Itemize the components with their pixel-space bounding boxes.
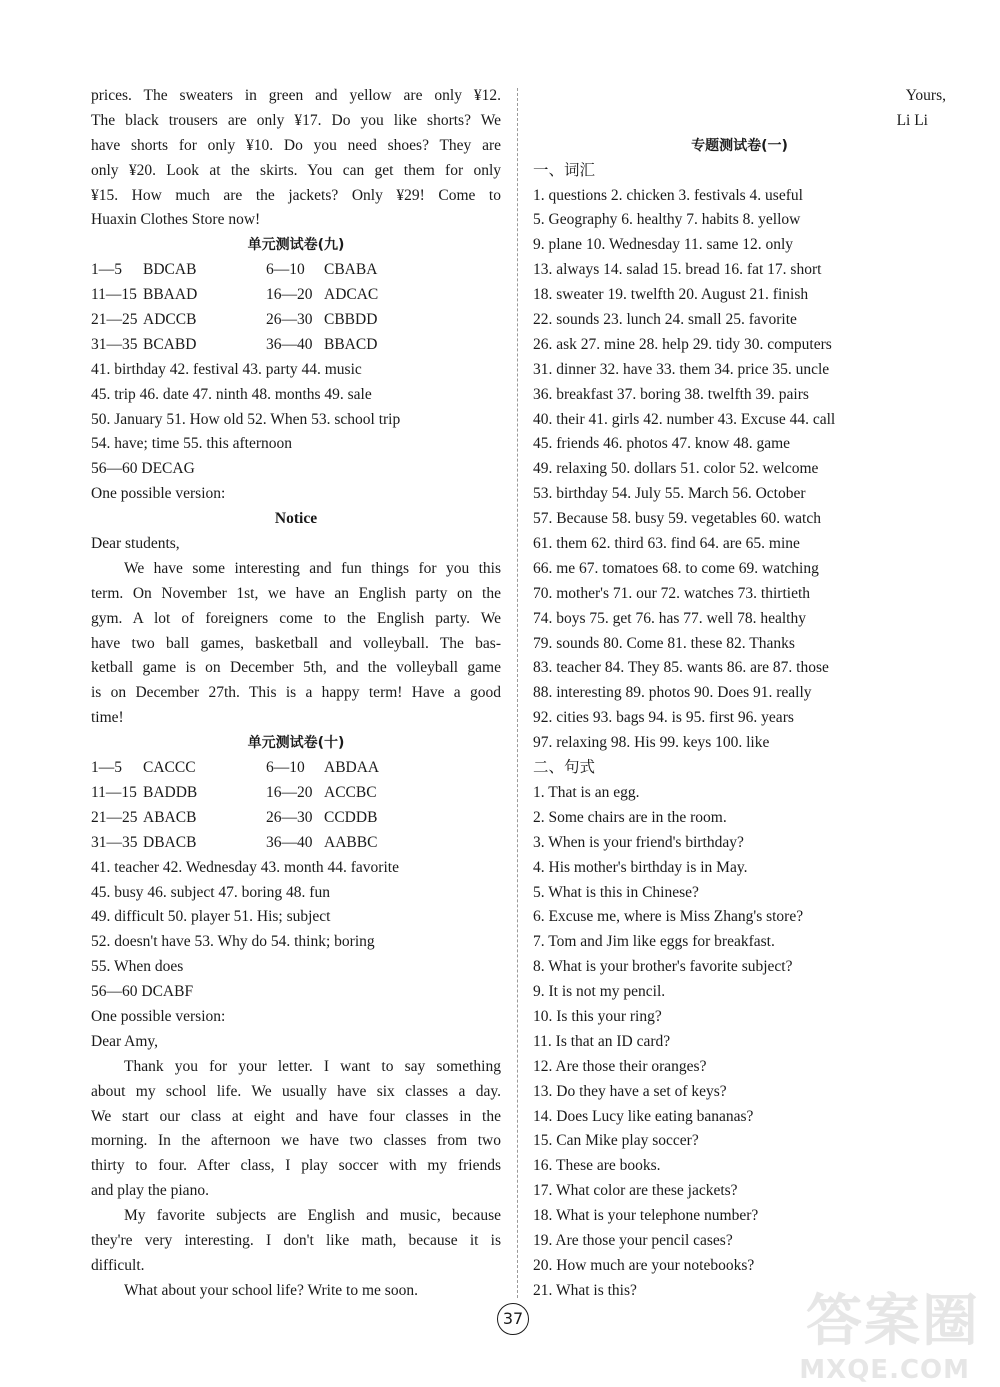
answer-letters: BDCAB	[143, 261, 197, 279]
answer-letters: BCABD	[143, 335, 197, 353]
sentence-line: 21. What is this?	[533, 1281, 637, 1299]
letter-line: morning. In the afternoon we have two classes from two	[91, 1132, 501, 1150]
sentence-line: 14. Does Lucy like eating bananas?	[533, 1107, 754, 1125]
answer-letters: ABACB	[143, 808, 197, 826]
sentence-line: 10. Is this your ring?	[533, 1007, 662, 1025]
topic-test-title: 专题测试卷(一)	[691, 137, 788, 154]
answer-letters: ADCCB	[143, 311, 197, 329]
question-range: 31—35	[91, 833, 138, 851]
letter-line: difficult.	[91, 1256, 145, 1274]
intro-line: prices. The sweaters in green and yellow are only ¥12.	[91, 87, 501, 104]
letter-line: about my school life. We usually have six classes a day.	[91, 1082, 501, 1100]
question-range: 21—25	[91, 311, 138, 329]
question-range: 36—40	[266, 833, 313, 851]
notice-body-line: time!	[91, 709, 124, 727]
salutation: Dear students,	[91, 535, 180, 553]
question-range: 6—10	[266, 261, 305, 279]
sentence-line: 3. When is your friend's birthday?	[533, 833, 744, 851]
answer-line: 49. difficult 50. player 51. His; subject	[91, 908, 331, 926]
question-range: 16—20	[266, 783, 313, 801]
answer-line: 54. have; time 55. this afternoon	[91, 435, 293, 453]
letter-closing: Yours,	[905, 87, 946, 104]
sentence-line: 16. These are books.	[533, 1157, 661, 1175]
question-range: 16—20	[266, 286, 313, 304]
letter-line: What about your school life? Write to me soon.	[124, 1281, 418, 1299]
vocab-line: 5. Geography 6. healthy 7. habits 8. yellow	[533, 211, 801, 229]
vocab-line: 70. mother's 71. our 72. watches 73. thirtieth	[533, 584, 811, 602]
question-range: 11—15	[91, 783, 137, 801]
answer-letters: ACCBC	[324, 783, 377, 801]
letter-line: they're very interesting. I don't like math, because it is	[91, 1231, 501, 1249]
sentence-line: 8. What is your brother's favorite subject?	[533, 958, 793, 976]
question-range: 21—25	[91, 808, 138, 826]
answer-line: 56—60 DECAG	[91, 460, 195, 478]
intro-line: The black trousers are only ¥17. Do you like shorts? We	[91, 111, 501, 129]
question-range: 1—5	[91, 261, 122, 279]
answer-letters: DBACB	[143, 833, 197, 851]
answer-line: 41. teacher 42. Wednesday 43. month 44. favorite	[91, 858, 399, 876]
letter-line: My favorite subjects are English and music, because	[124, 1207, 501, 1225]
watermark-url: MXQE.COM	[799, 1355, 970, 1385]
answer-line: Dear Amy,	[91, 1032, 159, 1050]
answer-letters: BBAAD	[143, 286, 198, 304]
sentence-line: 13. Do they have a set of keys?	[533, 1082, 727, 1100]
vocab-line: 45. friends 46. photos 47. know 48. game	[533, 435, 791, 453]
intro-line: Huaxin Clothes Store now!	[91, 211, 261, 229]
notice-body-line: We have some interesting and fun things for you this	[124, 559, 501, 577]
notice-body-line: is on December 27th. This is a happy term! Have a good	[91, 684, 501, 702]
answer-letters: CBABA	[324, 261, 378, 279]
vocab-line: 13. always 14. salad 15. bread 16. fat 17. short	[533, 261, 822, 279]
answer-letters: ABDAA	[324, 759, 380, 777]
mc-answer-row	[91, 831, 501, 856]
question-range: 36—40	[266, 335, 313, 353]
vocab-line: 74. boys 75. get 76. has 77. well 78. healthy	[533, 609, 806, 627]
mc-answer-row	[91, 781, 501, 806]
left-column	[91, 84, 501, 1304]
page-number: 37	[497, 1303, 529, 1335]
intro-line: only ¥20. Look at the skirts. You can get them for only	[91, 161, 501, 179]
vocab-line: 53. birthday 54. July 55. March 56. October	[533, 485, 806, 503]
answer-line: 45. trip 46. date 47. ninth 48. months 49. sale	[91, 385, 372, 403]
mc-answer-row	[91, 756, 501, 781]
section-title: 一、词汇	[533, 161, 596, 179]
answer-letters: CBBDD	[324, 311, 378, 329]
answer-line: 50. January 51. How old 52. When 53. school trip	[91, 410, 401, 428]
letter-line: Thank you for your letter. I want to say something	[124, 1057, 501, 1075]
sentence-line: 18. What is your telephone number?	[533, 1207, 759, 1225]
sentence-line: 17. What color are these jackets?	[533, 1182, 738, 1200]
question-range: 31—35	[91, 335, 138, 353]
vocab-line: 22. sounds 23. lunch 24. small 25. favorite	[533, 311, 797, 329]
sentence-line: 1. That is an egg.	[533, 783, 640, 801]
vocab-line: 36. breakfast 37. boring 38. twelfth 39. pairs	[533, 385, 809, 403]
notice-body-line: term. On November 1st, we have an English party on the	[91, 584, 501, 602]
intro-line: ¥15. How much are the jackets? Only ¥29! Come to	[91, 186, 501, 204]
answer-line: 52. doesn't have 53. Why do 54. think; boring	[91, 933, 375, 951]
letter-line: thirty to four. After class, I play soccer with my friends	[91, 1157, 501, 1175]
watermark-logo: 答案圈	[806, 1289, 980, 1354]
vocab-line: 49. relaxing 50. dollars 51. color 52. welcome	[533, 460, 819, 478]
vocab-line: 61. them 62. third 63. find 64. are 65. mine	[533, 535, 800, 553]
vocab-line: 26. ask 27. mine 28. help 29. tidy 30. computers	[533, 335, 832, 353]
sentence-line: 12. Are those their oranges?	[533, 1057, 707, 1075]
intro-line: have shorts for only ¥10. Do you need shoes? They are	[91, 136, 501, 154]
sentence-line: 6. Excuse me, where is Miss Zhang's store?	[533, 908, 804, 926]
unit9-title: 单元测试卷(九)	[247, 237, 345, 254]
question-range: 6—10	[266, 759, 305, 777]
answer-line: 41. birthday 42. festival 43. party 44. music	[91, 360, 362, 378]
letter-signature: Li Li	[896, 111, 928, 129]
letter-line: We start our class at eight and have four classes in the	[91, 1107, 501, 1125]
sentence-line: 20. How much are your notebooks?	[533, 1256, 755, 1274]
vocab-line: 40. their 41. girls 42. number 43. Excuse 44. call	[533, 410, 836, 428]
vocab-line: 92. cities 93. bags 94. is 95. first 96. years	[533, 709, 794, 727]
mc-answer-row	[91, 806, 501, 831]
vocab-line: 18. sweater 19. twelfth 20. August 21. finish	[533, 286, 809, 304]
letter-line: and play the piano.	[91, 1182, 209, 1200]
answer-letters: BBACD	[324, 335, 378, 353]
answer-letters: CACCC	[143, 759, 196, 777]
sentence-line: 4. His mother's birthday is in May.	[533, 858, 748, 876]
question-range: 11—15	[91, 286, 137, 304]
sentence-line: 7. Tom and Jim like eggs for breakfast.	[533, 933, 775, 951]
answer-line: 56—60 DCABF	[91, 983, 194, 1001]
answer-letters: ADCAC	[324, 286, 379, 304]
sentence-line: 19. Are those your pencil cases?	[533, 1231, 733, 1249]
notice-body-line: ketball game is on December 5th, and the volleyball game	[91, 659, 501, 677]
mc-answer-row	[91, 258, 501, 283]
sentence-line: 2. Some chairs are in the room.	[533, 808, 727, 826]
sentence-line: 5. What is this in Chinese?	[533, 883, 699, 901]
vocab-line: 97. relaxing 98. His 99. keys 100. like	[533, 734, 770, 752]
notice-title: Notice	[274, 510, 318, 528]
answer-line: One possible version:	[91, 1007, 226, 1025]
notice-body-line: gym. A lot of foreigners come to the English party. We	[91, 609, 501, 627]
right-column	[533, 84, 946, 1304]
unit10-title: 单元测试卷(十)	[247, 735, 345, 752]
sentence-line: 15. Can Mike play soccer?	[533, 1132, 699, 1150]
mc-answer-row	[91, 308, 501, 333]
question-range: 26—30	[266, 808, 313, 826]
sentence-line: 9. It is not my pencil.	[533, 983, 666, 1001]
vocab-line: 79. sounds 80. Come 81. these 82. Thanks	[533, 634, 795, 652]
answer-letters: CCDDB	[324, 808, 378, 826]
question-range: 26—30	[266, 311, 313, 329]
vocab-line: 66. me 67. tomatoes 68. to come 69. watching	[533, 559, 819, 577]
notice-body-line: have two ball games, basketball and volleyball. The bas-	[91, 634, 501, 652]
answer-line: 45. busy 46. subject 47. boring 48. fun	[91, 883, 330, 901]
answer-letters: BADDB	[143, 783, 198, 801]
vocab-line: 57. Because 58. busy 59. vegetables 60. watch	[533, 510, 821, 528]
vocab-line: 83. teacher 84. They 85. wants 86. are 87. those	[533, 659, 829, 677]
vocab-line: 31. dinner 32. have 33. them 34. price 35. uncle	[533, 360, 830, 378]
column-divider	[517, 88, 518, 1298]
answer-line: 55. When does	[91, 958, 184, 976]
sentence-line: 11. Is that an ID card?	[533, 1032, 671, 1050]
vocab-line: 9. plane 10. Wednesday 11. same 12. only	[533, 236, 794, 254]
mc-answer-row	[91, 283, 501, 308]
question-range: 1—5	[91, 759, 122, 777]
answer-line: One possible version:	[91, 485, 226, 503]
vocab-line: 1. questions 2. chicken 3. festivals 4. useful	[533, 186, 803, 204]
answer-letters: AABBC	[324, 833, 378, 851]
mc-answer-row	[91, 333, 501, 358]
section-title: 二、句式	[533, 759, 596, 777]
vocab-line: 88. interesting 89. photos 90. Does 91. really	[533, 684, 812, 702]
